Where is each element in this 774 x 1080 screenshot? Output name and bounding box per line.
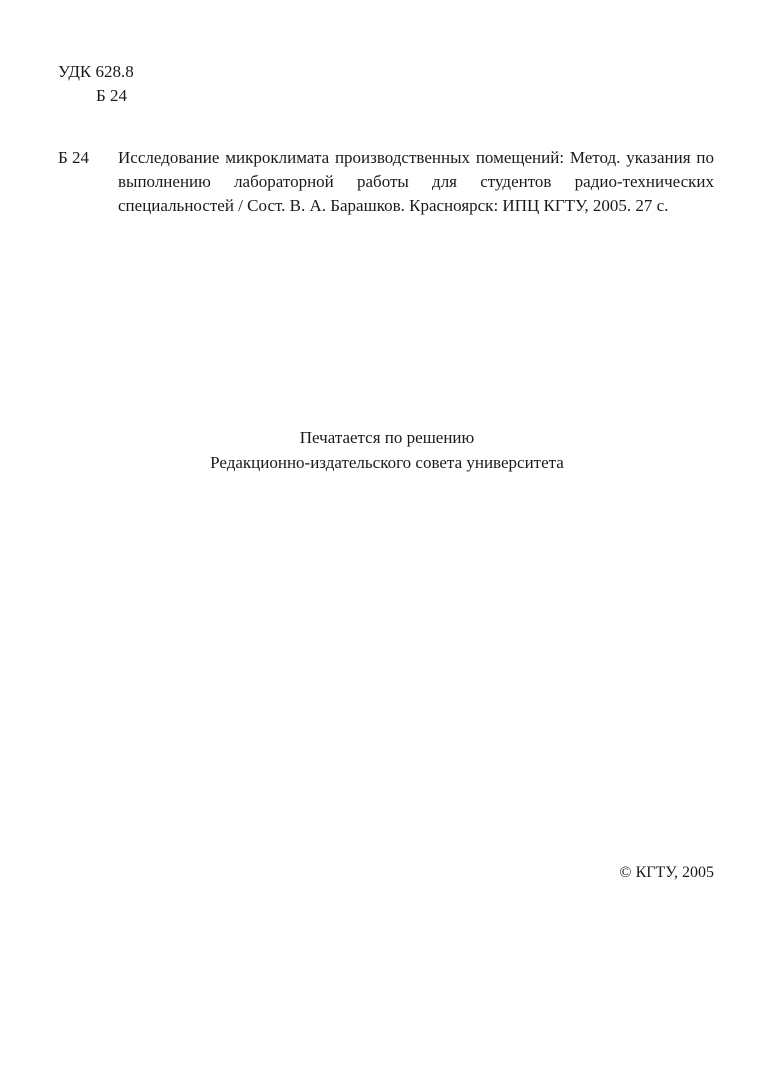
bibliographic-description: Исследование микроклимата производственных помещений: Метод. указания по выполнению лабораторной работы для студентов радио-технических специальностей / Сост. В. А. Барашков. Красноярск: ИПЦ КГТУ, 2005. 27 с.	[118, 148, 714, 215]
classification-codes	[58, 60, 134, 108]
copyright-notice: © КГТУ, 2005	[619, 864, 714, 881]
publication-decision	[0, 425, 774, 475]
decision-line-2: Редакционно-издательского совета университета	[210, 453, 564, 472]
bibliographic-entry	[58, 146, 714, 218]
decision-line-1: Печатается по решению	[299, 428, 475, 447]
udk-code: УДК 628.8	[58, 62, 134, 81]
author-mark-code: Б 24	[96, 86, 128, 105]
bibliographic-mark: Б 24	[58, 148, 90, 167]
